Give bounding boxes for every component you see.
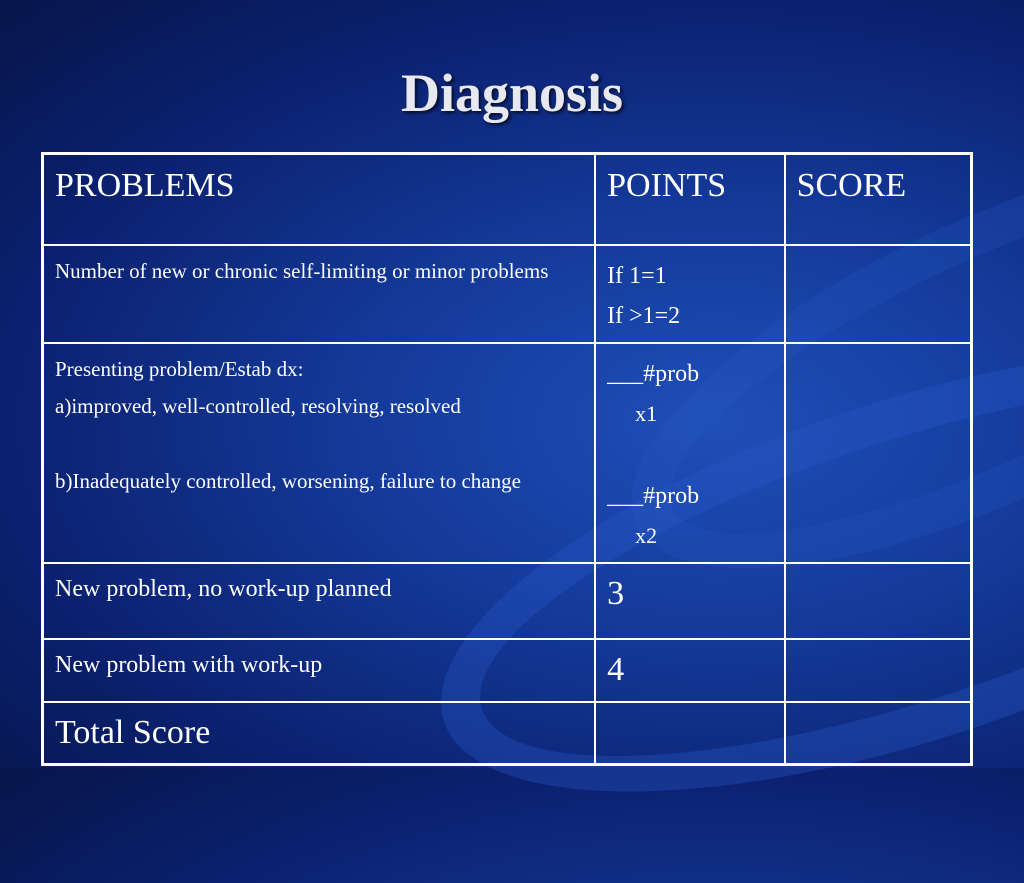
total-score-label: Total Score [43,702,596,765]
score-cell [785,639,972,702]
header-score: SCORE [785,154,972,246]
problem-text: b)Inadequately controlled, worsening, failure to change [55,469,521,493]
score-cell [785,245,972,343]
table-row [43,343,972,563]
table-row [43,639,972,702]
table-row [43,702,972,765]
points-line: If 1=1 [607,263,667,289]
score-cell [785,563,972,639]
points-cell: 4 [595,639,784,702]
points-line: x1 [635,401,658,426]
table-row [43,245,972,343]
problem-cell: New problem with work-up [43,639,596,702]
points-cell [595,702,784,765]
problem-text: Number of new or chronic self-limiting or minor problems [55,259,549,283]
problem-cell [43,245,596,343]
problem-cell [43,343,596,563]
points-cell: 3 [595,563,784,639]
problem-cell: New problem, no work-up planned [43,563,596,639]
total-score-value [785,702,972,765]
points-line: ___#prob [607,483,700,509]
points-line: If >1=2 [607,303,681,329]
table-row [43,563,972,639]
spacer [55,422,584,466]
diagnosis-table [41,152,973,766]
header-problems: PROBLEMS [43,154,596,246]
header-points: POINTS [595,154,784,246]
score-cell [785,343,972,563]
problem-text: a)improved, well-controlled, resolving, resolved [55,394,461,418]
slide-title: Diagnosis [400,63,624,123]
points-cell [595,343,784,563]
points-line: ___#prob [607,361,700,387]
problem-text: Presenting problem/Estab dx: [55,357,304,381]
table-header-row [43,154,972,246]
points-line: x2 [635,523,658,548]
spacer [607,434,773,476]
points-cell [595,245,784,343]
